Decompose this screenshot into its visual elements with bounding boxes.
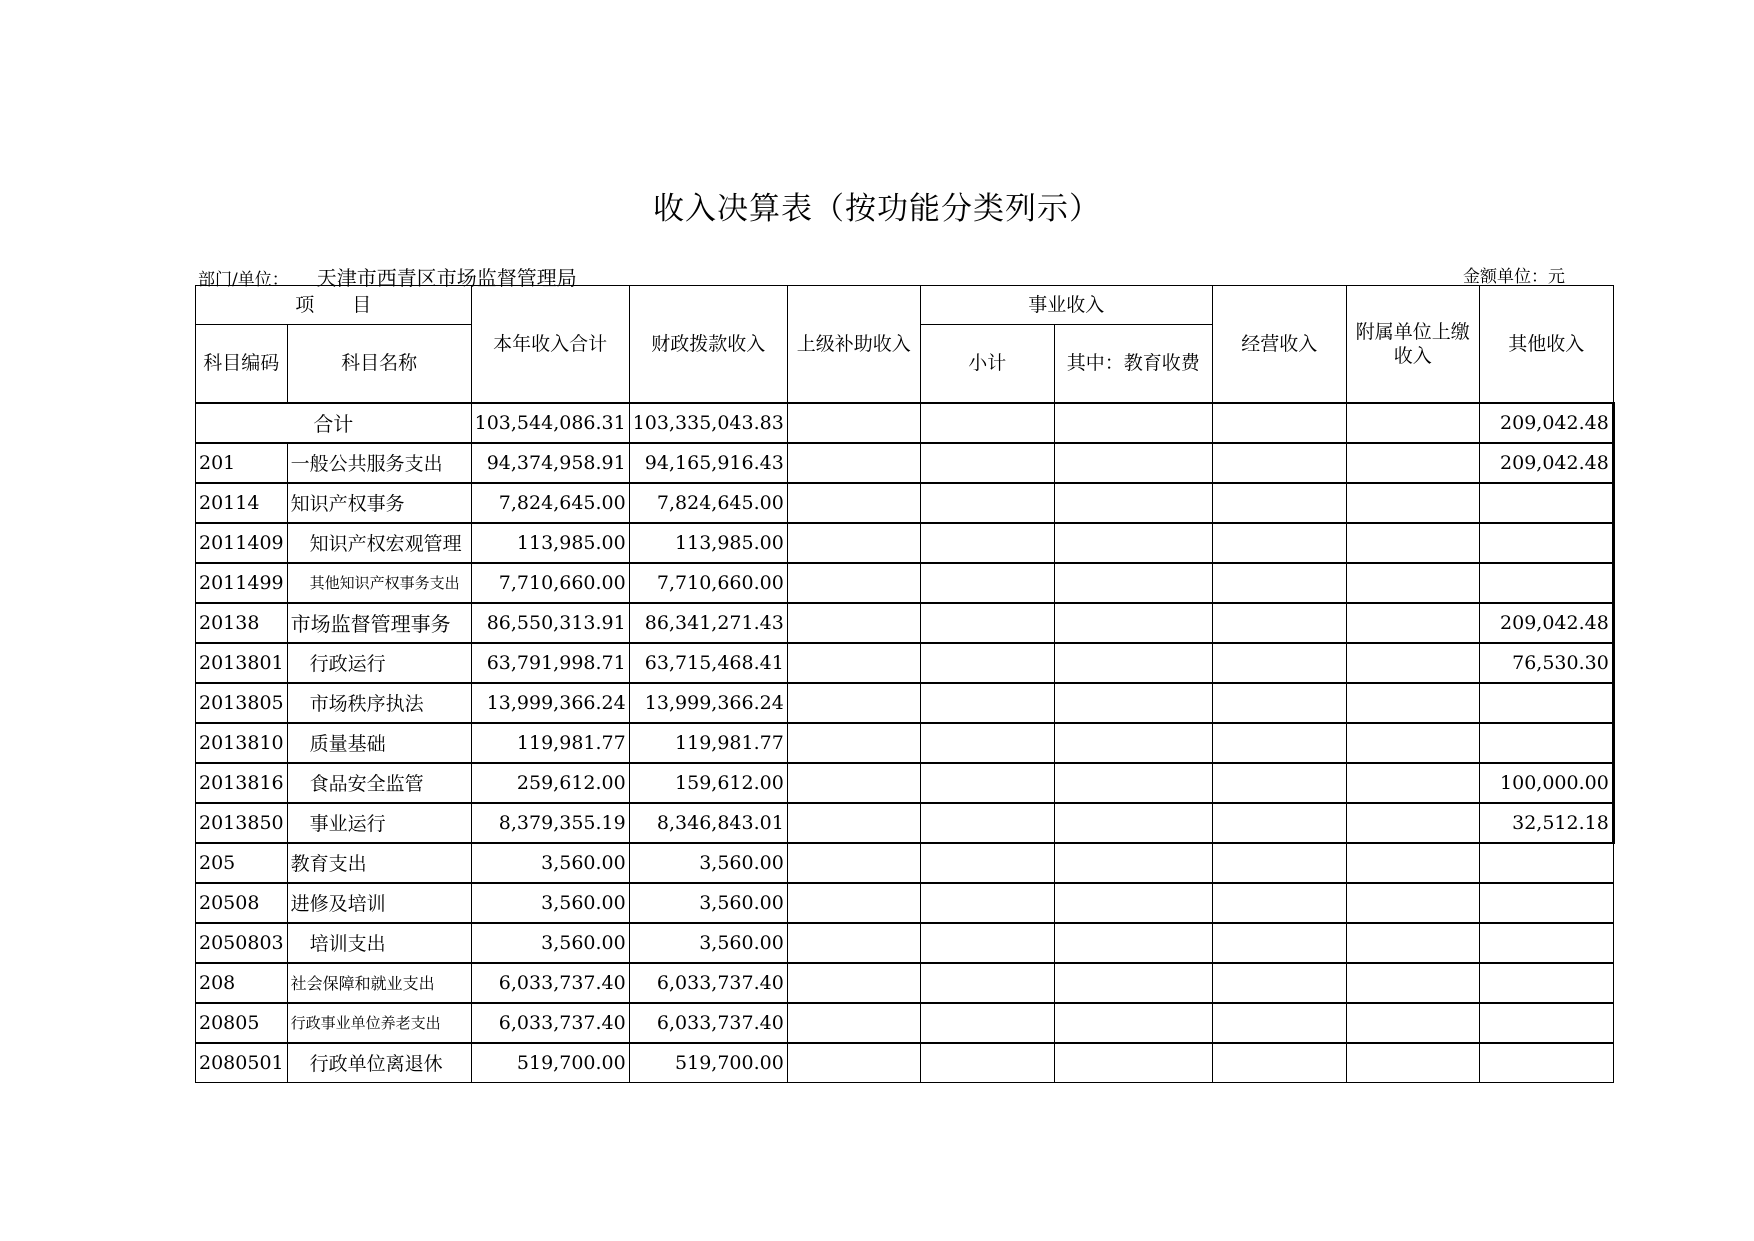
row-fiscal: 119,981.77	[629, 723, 787, 763]
row-code: 2013850	[196, 803, 288, 843]
row-fiscal: 94,165,916.43	[629, 443, 787, 483]
row-code: 20114	[196, 483, 288, 523]
row-subtotal	[920, 1003, 1054, 1043]
row-superior	[787, 803, 920, 843]
row-total-income: 86,550,313.91	[471, 603, 629, 643]
row-code: 205	[196, 843, 288, 883]
row-other	[1479, 963, 1613, 1003]
table-row	[196, 603, 1614, 643]
row-code: 2013805	[196, 683, 288, 723]
row-total-income: 519,700.00	[471, 1043, 629, 1083]
row-name: 一般公共服务支出	[287, 443, 471, 483]
row-operating	[1212, 723, 1346, 763]
row-code: 20508	[196, 883, 288, 923]
row-affiliated	[1346, 683, 1479, 723]
row-affiliated	[1346, 963, 1479, 1003]
row-other	[1479, 563, 1613, 603]
row-name: 事业运行	[287, 803, 471, 843]
row-other: 209,042.48	[1479, 443, 1613, 483]
amount-unit: 金额单位：元	[1463, 267, 1565, 287]
row-operating	[1212, 1043, 1346, 1083]
row-total-income: 63,791,998.71	[471, 643, 629, 683]
row-education	[1054, 923, 1212, 963]
row-superior	[787, 923, 920, 963]
row-fiscal: 113,985.00	[629, 523, 787, 563]
row-fiscal: 7,710,660.00	[629, 563, 787, 603]
row-subtotal	[920, 723, 1054, 763]
row-code: 2050803	[196, 923, 288, 963]
row-superior	[787, 1043, 920, 1083]
row-name: 市场监督管理事务	[287, 603, 471, 643]
table-row	[196, 1003, 1614, 1043]
header-superior-subsidy: 上级补助收入	[787, 286, 920, 403]
row-code: 201	[196, 443, 288, 483]
row-name: 知识产权宏观管理	[287, 523, 471, 563]
row-subtotal	[920, 643, 1054, 683]
row-affiliated	[1346, 763, 1479, 803]
row-name: 其他知识产权事务支出	[287, 563, 471, 603]
row-subtotal	[920, 603, 1054, 643]
row-fiscal: 6,033,737.40	[629, 1003, 787, 1043]
row-subtotal	[920, 883, 1054, 923]
row-superior	[787, 883, 920, 923]
table-row	[196, 883, 1614, 923]
row-operating	[1212, 683, 1346, 723]
row-name: 行政运行	[287, 643, 471, 683]
row-fiscal: 3,560.00	[629, 843, 787, 883]
row-total-income: 113,985.00	[471, 523, 629, 563]
table-row	[196, 923, 1614, 963]
row-subtotal	[920, 523, 1054, 563]
row-name: 进修及培训	[287, 883, 471, 923]
row-affiliated	[1346, 443, 1479, 483]
row-code: 20138	[196, 603, 288, 643]
row-fiscal: 8,346,843.01	[629, 803, 787, 843]
row-subtotal	[920, 923, 1054, 963]
row-superior	[787, 1003, 920, 1043]
row-subtotal	[920, 443, 1054, 483]
row-name: 教育支出	[287, 843, 471, 883]
row-code: 2011499	[196, 563, 288, 603]
row-education	[1054, 523, 1212, 563]
table-row	[196, 763, 1614, 803]
row-operating	[1212, 563, 1346, 603]
row-fiscal: 3,560.00	[629, 923, 787, 963]
row-other	[1479, 843, 1613, 883]
row-subtotal	[920, 963, 1054, 1003]
row-superior	[787, 843, 920, 883]
row-superior	[787, 763, 920, 803]
row-subtotal	[920, 563, 1054, 603]
row-name: 食品安全监管	[287, 763, 471, 803]
row-education	[1054, 643, 1212, 683]
row-affiliated	[1346, 803, 1479, 843]
row-other	[1479, 1043, 1613, 1083]
row-education	[1054, 1043, 1212, 1083]
row-operating	[1212, 843, 1346, 883]
table-row	[196, 563, 1614, 603]
header-total-income: 本年收入合计	[471, 286, 629, 403]
department-label: 部门/单位：	[198, 270, 289, 290]
table-row	[196, 843, 1614, 883]
row-affiliated	[1346, 603, 1479, 643]
row-affiliated	[1346, 563, 1479, 603]
table-row	[196, 683, 1614, 723]
row-other	[1479, 483, 1613, 523]
row-other	[1479, 723, 1613, 763]
total-label: 合计	[196, 403, 472, 443]
row-subtotal	[920, 483, 1054, 523]
row-total-income: 6,033,737.40	[471, 1003, 629, 1043]
row-affiliated	[1346, 643, 1479, 683]
row-code: 20805	[196, 1003, 288, 1043]
row-code: 2080501	[196, 1043, 288, 1083]
total-affiliated-cell	[1346, 403, 1479, 443]
row-superior	[787, 443, 920, 483]
row-education	[1054, 843, 1212, 883]
row-superior	[787, 603, 920, 643]
table-row	[196, 803, 1614, 843]
row-superior	[787, 723, 920, 763]
row-education	[1054, 483, 1212, 523]
row-total-income: 7,710,660.00	[471, 563, 629, 603]
table-row	[196, 523, 1614, 563]
row-affiliated	[1346, 1003, 1479, 1043]
table-row	[196, 723, 1614, 763]
row-total-income: 13,999,366.24	[471, 683, 629, 723]
row-other	[1479, 923, 1613, 963]
row-fiscal: 519,700.00	[629, 1043, 787, 1083]
table-row	[196, 483, 1614, 523]
row-superior	[787, 963, 920, 1003]
row-name: 行政单位离退休	[287, 1043, 471, 1083]
header-other: 其他收入	[1479, 286, 1613, 403]
header-item: 项 目	[196, 286, 472, 325]
row-total-income: 3,560.00	[471, 883, 629, 923]
row-operating	[1212, 643, 1346, 683]
total-education-cell	[1054, 403, 1212, 443]
row-operating	[1212, 763, 1346, 803]
total-income-cell: 103,544,086.31	[471, 403, 629, 443]
row-operating	[1212, 443, 1346, 483]
row-affiliated	[1346, 723, 1479, 763]
row-education	[1054, 883, 1212, 923]
header-education-fee: 其中：教育收费	[1054, 325, 1212, 403]
table-row	[196, 1043, 1614, 1083]
row-subtotal	[920, 803, 1054, 843]
row-total-income: 7,824,645.00	[471, 483, 629, 523]
row-education	[1054, 763, 1212, 803]
header-subtotal: 小计	[920, 325, 1054, 403]
row-total-income: 259,612.00	[471, 763, 629, 803]
total-operating-cell	[1212, 403, 1346, 443]
table-row	[196, 643, 1614, 683]
header-fiscal: 财政拨款收入	[629, 286, 787, 403]
row-other	[1479, 523, 1613, 563]
row-code: 2013801	[196, 643, 288, 683]
table-row	[196, 443, 1614, 483]
row-affiliated	[1346, 923, 1479, 963]
row-other: 32,512.18	[1479, 803, 1613, 843]
row-other: 76,530.30	[1479, 643, 1613, 683]
row-total-income: 8,379,355.19	[471, 803, 629, 843]
row-education	[1054, 603, 1212, 643]
row-subtotal	[920, 763, 1054, 803]
department-value: 天津市西青区市场监督管理局	[316, 266, 577, 290]
row-fiscal: 86,341,271.43	[629, 603, 787, 643]
row-operating	[1212, 803, 1346, 843]
row-fiscal: 3,560.00	[629, 883, 787, 923]
row-affiliated	[1346, 1043, 1479, 1083]
total-row	[196, 403, 1614, 443]
total-other-cell: 209,042.48	[1479, 403, 1613, 443]
row-education	[1054, 683, 1212, 723]
header-name: 科目名称	[287, 325, 471, 403]
row-superior	[787, 523, 920, 563]
row-name: 培训支出	[287, 923, 471, 963]
row-other	[1479, 683, 1613, 723]
row-affiliated	[1346, 523, 1479, 563]
row-code: 208	[196, 963, 288, 1003]
row-fiscal: 63,715,468.41	[629, 643, 787, 683]
row-code: 2013816	[196, 763, 288, 803]
header-code: 科目编码	[196, 325, 288, 403]
row-education	[1054, 563, 1212, 603]
row-operating	[1212, 923, 1346, 963]
row-fiscal: 7,824,645.00	[629, 483, 787, 523]
row-other: 209,042.48	[1479, 603, 1613, 643]
total-fiscal-cell: 103,335,043.83	[629, 403, 787, 443]
row-affiliated	[1346, 843, 1479, 883]
row-total-income: 3,560.00	[471, 923, 629, 963]
row-education	[1054, 443, 1212, 483]
row-name: 市场秩序执法	[287, 683, 471, 723]
row-total-income: 3,560.00	[471, 843, 629, 883]
row-other: 100,000.00	[1479, 763, 1613, 803]
row-subtotal	[920, 1043, 1054, 1083]
row-operating	[1212, 603, 1346, 643]
row-affiliated	[1346, 883, 1479, 923]
row-operating	[1212, 963, 1346, 1003]
row-code: 2013810	[196, 723, 288, 763]
total-superior-cell	[787, 403, 920, 443]
row-subtotal	[920, 843, 1054, 883]
header-operating: 经营收入	[1212, 286, 1346, 403]
income-table	[195, 285, 1615, 1083]
row-education	[1054, 963, 1212, 1003]
row-operating	[1212, 523, 1346, 563]
row-affiliated	[1346, 483, 1479, 523]
row-other	[1479, 1003, 1613, 1043]
row-fiscal: 13,999,366.24	[629, 683, 787, 723]
row-total-income: 94,374,958.91	[471, 443, 629, 483]
row-education	[1054, 803, 1212, 843]
table-row	[196, 963, 1614, 1003]
row-subtotal	[920, 683, 1054, 723]
row-superior	[787, 643, 920, 683]
row-superior	[787, 683, 920, 723]
row-fiscal: 6,033,737.40	[629, 963, 787, 1003]
row-operating	[1212, 1003, 1346, 1043]
row-name: 知识产权事务	[287, 483, 471, 523]
row-operating	[1212, 883, 1346, 923]
row-superior	[787, 563, 920, 603]
total-subtotal-cell	[920, 403, 1054, 443]
row-total-income: 119,981.77	[471, 723, 629, 763]
row-other	[1479, 883, 1613, 923]
row-fiscal: 159,612.00	[629, 763, 787, 803]
row-code: 2011409	[196, 523, 288, 563]
row-education	[1054, 1003, 1212, 1043]
row-name: 社会保障和就业支出	[287, 963, 471, 1003]
header-business-income: 事业收入	[920, 286, 1212, 325]
row-education	[1054, 723, 1212, 763]
row-name: 行政事业单位养老支出	[287, 1003, 471, 1043]
page-title: 收入决算表（按功能分类列示）	[653, 191, 1101, 227]
header-affiliated: 附属单位上缴收入	[1346, 286, 1479, 403]
row-superior	[787, 483, 920, 523]
row-total-income: 6,033,737.40	[471, 963, 629, 1003]
row-name: 质量基础	[287, 723, 471, 763]
row-operating	[1212, 483, 1346, 523]
